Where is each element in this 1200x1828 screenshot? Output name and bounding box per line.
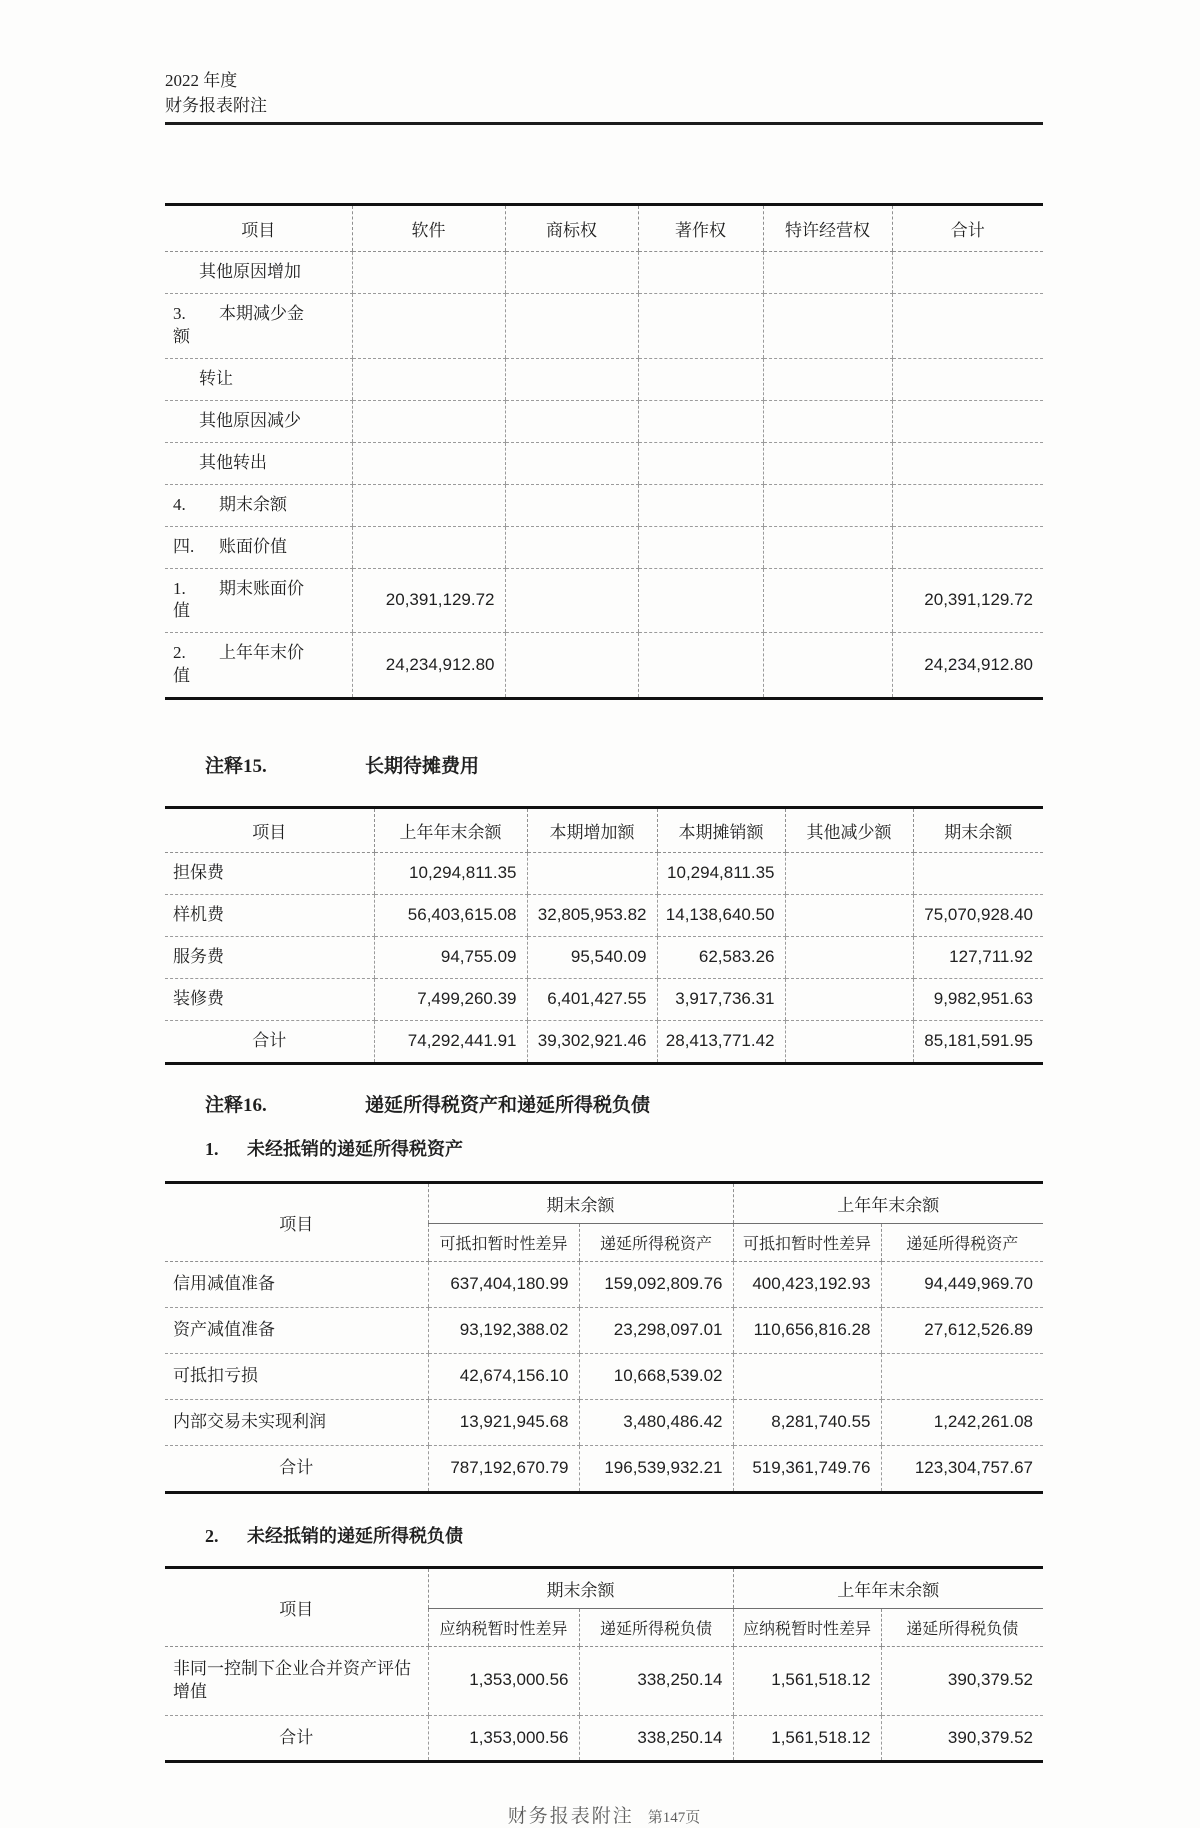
value-cell (763, 526, 892, 568)
value-cell (763, 633, 892, 699)
value-cell (892, 400, 1043, 442)
value-cell: 519,361,749.76 (733, 1445, 881, 1492)
row-label: 合计 (279, 1727, 314, 1747)
value-cell: 95,540.09 (527, 937, 657, 979)
intangibles-table (165, 203, 1043, 700)
subcol-dtl-end: 递延所得税负债 (579, 1608, 733, 1646)
value-cell (638, 633, 763, 699)
value-cell (505, 252, 638, 294)
value-cell: 24,234,912.80 (892, 633, 1043, 699)
value-cell: 9,982,951.63 (913, 979, 1043, 1021)
value-cell (763, 358, 892, 400)
value-cell (505, 484, 638, 526)
value-cell (352, 400, 505, 442)
report-doc-title: 财务报表附注 (165, 96, 267, 115)
value-cell (505, 568, 638, 633)
col-ending-balance: 期末余额 (913, 808, 1043, 853)
sub2-number: 2. (205, 1525, 219, 1546)
table-row (165, 293, 1043, 358)
value-cell: 39,302,921.46 (527, 1021, 657, 1064)
value-cell: 1,242,261.08 (881, 1399, 1043, 1445)
table-row (165, 484, 1043, 526)
value-cell: 8,281,740.55 (733, 1399, 881, 1445)
value-cell (638, 484, 763, 526)
col-copyright: 著作权 (638, 205, 763, 252)
value-cell: 123,304,757.67 (881, 1445, 1043, 1492)
group-ending-balance: 期末余额 (428, 1567, 733, 1608)
sub2-title: 未经抵销的递延所得税负债 (247, 1525, 463, 1546)
col-total: 合计 (892, 205, 1043, 252)
value-cell: 75,070,928.40 (913, 895, 1043, 937)
table-row (165, 633, 1043, 699)
value-cell (892, 293, 1043, 358)
row-label: 担保费 (165, 853, 374, 895)
value-cell (763, 252, 892, 294)
table-row (165, 1261, 1043, 1307)
group-ending-balance: 期末余额 (428, 1182, 733, 1223)
table-row (165, 400, 1043, 442)
value-cell: 10,668,539.02 (579, 1353, 733, 1399)
row-label: 3. 本期减少金额 (165, 293, 352, 358)
table-row (165, 1399, 1043, 1445)
value-cell (785, 1021, 913, 1064)
value-cell: 1,353,000.56 (428, 1715, 579, 1762)
value-cell: 32,805,953.82 (527, 895, 657, 937)
value-cell (638, 252, 763, 294)
col-trademark: 商标权 (505, 205, 638, 252)
value-cell: 10,294,811.35 (374, 853, 527, 895)
value-cell: 28,413,771.42 (657, 1021, 785, 1064)
note16-sub2-heading (205, 1524, 1043, 1548)
note15-title: 长期待摊费用 (365, 756, 480, 778)
value-cell: 1,353,000.56 (428, 1646, 579, 1715)
value-cell: 637,404,180.99 (428, 1261, 579, 1307)
col-franchise: 特许经营权 (763, 205, 892, 252)
value-cell: 14,138,640.50 (657, 895, 785, 937)
value-cell: 20,391,129.72 (352, 568, 505, 633)
value-cell (785, 979, 913, 1021)
value-cell: 93,192,388.02 (428, 1307, 579, 1353)
value-cell (352, 442, 505, 484)
page-header (165, 0, 1043, 125)
value-cell: 74,292,441.91 (374, 1021, 527, 1064)
row-label: 可抵扣亏损 (165, 1353, 428, 1399)
value-cell (352, 252, 505, 294)
value-cell (352, 484, 505, 526)
row-label: 其他转出 (165, 442, 352, 484)
col-item: 项目 (165, 808, 374, 853)
note16-number: 注释16. (205, 1094, 267, 1116)
row-label: 非同一控制下企业合并资产评估增值 (165, 1646, 428, 1715)
value-cell: 787,192,670.79 (428, 1445, 579, 1492)
group-prior-year-balance: 上年年末余额 (733, 1182, 1043, 1223)
value-cell: 390,379.52 (881, 1646, 1043, 1715)
value-cell (638, 400, 763, 442)
table-header-row (165, 808, 1043, 853)
value-cell (352, 293, 505, 358)
value-cell: 10,294,811.35 (657, 853, 785, 895)
value-cell (763, 484, 892, 526)
row-label: 4. 期末余额 (165, 484, 352, 526)
row-label: 合计 (279, 1457, 314, 1477)
value-cell (638, 442, 763, 484)
table-row (165, 979, 1043, 1021)
page-footer (165, 1801, 1043, 1828)
value-cell: 1,561,518.12 (733, 1715, 881, 1762)
value-cell: 85,181,591.95 (913, 1021, 1043, 1064)
subcol-deductible-diff-end: 可抵扣暂时性差异 (428, 1223, 579, 1261)
col-item: 项目 (165, 205, 352, 252)
value-cell (505, 526, 638, 568)
table-group-header-row (165, 1567, 1043, 1608)
subcol-dta-end: 递延所得税资产 (579, 1223, 733, 1261)
value-cell (892, 484, 1043, 526)
subcol-dta-prior: 递延所得税资产 (881, 1223, 1043, 1261)
value-cell: 23,298,097.01 (579, 1307, 733, 1353)
value-cell (505, 293, 638, 358)
row-label: 资产减值准备 (165, 1307, 428, 1353)
value-cell (352, 358, 505, 400)
value-cell: 338,250.14 (579, 1715, 733, 1762)
report-year: 2022 年度 (165, 71, 238, 90)
row-label: 其他原因减少 (165, 400, 352, 442)
note16-heading (205, 1093, 1043, 1119)
row-label: 其他原因增加 (165, 252, 352, 294)
note15-heading (205, 754, 1043, 780)
value-cell: 6,401,427.55 (527, 979, 657, 1021)
table-row (165, 1445, 1043, 1492)
value-cell (527, 853, 657, 895)
value-cell: 127,711.92 (913, 937, 1043, 979)
value-cell: 400,423,192.93 (733, 1261, 881, 1307)
row-label: 内部交易未实现利润 (165, 1399, 428, 1445)
subcol-deductible-diff-prior: 可抵扣暂时性差异 (733, 1223, 881, 1261)
row-label: 四. 账面价值 (165, 526, 352, 568)
value-cell: 196,539,932.21 (579, 1445, 733, 1492)
page-content (165, 0, 1043, 1828)
note16-title: 递延所得税资产和递延所得税负债 (365, 1094, 651, 1116)
table-group-header-row (165, 1182, 1043, 1223)
table-row (165, 1646, 1043, 1715)
value-cell (785, 937, 913, 979)
value-cell: 56,403,615.08 (374, 895, 527, 937)
value-cell (892, 526, 1043, 568)
value-cell (763, 400, 892, 442)
value-cell (892, 358, 1043, 400)
value-cell (505, 633, 638, 699)
value-cell (638, 293, 763, 358)
value-cell: 3,480,486.42 (579, 1399, 733, 1445)
value-cell: 62,583.26 (657, 937, 785, 979)
table-row (165, 1715, 1043, 1762)
table-row (165, 853, 1043, 895)
value-cell (913, 853, 1043, 895)
table-row (165, 1021, 1043, 1064)
col-software: 软件 (352, 205, 505, 252)
value-cell: 110,656,816.28 (733, 1307, 881, 1353)
col-item: 项目 (165, 1567, 428, 1646)
value-cell: 7,499,260.39 (374, 979, 527, 1021)
row-label: 合计 (252, 1031, 287, 1050)
table-row (165, 252, 1043, 294)
col-prior-year-balance: 上年年末余额 (374, 808, 527, 853)
deferred-tax-assets-table (165, 1181, 1043, 1494)
row-label: 2. 上年年末价值 (173, 643, 304, 686)
value-cell (505, 358, 638, 400)
value-cell (733, 1353, 881, 1399)
value-cell: 24,234,912.80 (352, 633, 505, 699)
value-cell (638, 526, 763, 568)
row-label: 转让 (165, 358, 352, 400)
sub1-number: 1. (205, 1138, 219, 1159)
value-cell (505, 442, 638, 484)
footer-page-number: 第147页 (647, 1810, 701, 1827)
value-cell (638, 568, 763, 633)
row-label: 装修费 (165, 979, 374, 1021)
value-cell (785, 895, 913, 937)
col-item: 项目 (165, 1182, 428, 1261)
note15-number: 注释15. (205, 756, 267, 778)
value-cell: 94,449,969.70 (881, 1261, 1043, 1307)
value-cell (785, 853, 913, 895)
row-label: 信用减值准备 (165, 1261, 428, 1307)
value-cell (763, 293, 892, 358)
table-header-row (165, 205, 1043, 252)
value-cell (892, 252, 1043, 294)
row-label: 1. 期末账面价值 (165, 568, 352, 633)
value-cell: 42,674,156.10 (428, 1353, 579, 1399)
long-term-deferred-expenses-table (165, 806, 1043, 1065)
value-cell: 1,561,518.12 (733, 1646, 881, 1715)
value-cell (763, 568, 892, 633)
value-cell: 390,379.52 (881, 1715, 1043, 1762)
table-row (165, 568, 1043, 633)
table-row (165, 442, 1043, 484)
col-other-decrease: 其他减少额 (785, 808, 913, 853)
value-cell: 13,921,945.68 (428, 1399, 579, 1445)
value-cell: 20,391,129.72 (892, 568, 1043, 633)
row-label: 样机费 (165, 895, 374, 937)
subcol-dtl-prior: 递延所得税负债 (881, 1608, 1043, 1646)
value-cell (505, 400, 638, 442)
value-cell (763, 442, 892, 484)
value-cell (881, 1353, 1043, 1399)
value-cell (638, 358, 763, 400)
col-current-amortization: 本期摊销额 (657, 808, 785, 853)
col-current-increase: 本期增加额 (527, 808, 657, 853)
row-label: 服务费 (165, 937, 374, 979)
table-row (165, 937, 1043, 979)
value-cell: 3,917,736.31 (657, 979, 785, 1021)
table-row (165, 1307, 1043, 1353)
table-row (165, 358, 1043, 400)
value-cell (892, 442, 1043, 484)
subcol-taxable-diff-prior: 应纳税暂时性差异 (733, 1608, 881, 1646)
value-cell: 27,612,526.89 (881, 1307, 1043, 1353)
note16-sub1-heading (205, 1137, 1043, 1161)
value-cell (352, 526, 505, 568)
table-row (165, 526, 1043, 568)
table-row (165, 895, 1043, 937)
table-row (165, 1353, 1043, 1399)
value-cell: 338,250.14 (579, 1646, 733, 1715)
deferred-tax-liabilities-table (165, 1566, 1043, 1764)
sub1-title: 未经抵销的递延所得税资产 (247, 1138, 463, 1159)
value-cell: 94,755.09 (374, 937, 527, 979)
value-cell: 159,092,809.76 (579, 1261, 733, 1307)
subcol-taxable-diff-end: 应纳税暂时性差异 (428, 1608, 579, 1646)
footer-doc-title: 财务报表附注 (507, 1806, 634, 1828)
group-prior-year-balance: 上年年末余额 (733, 1567, 1043, 1608)
